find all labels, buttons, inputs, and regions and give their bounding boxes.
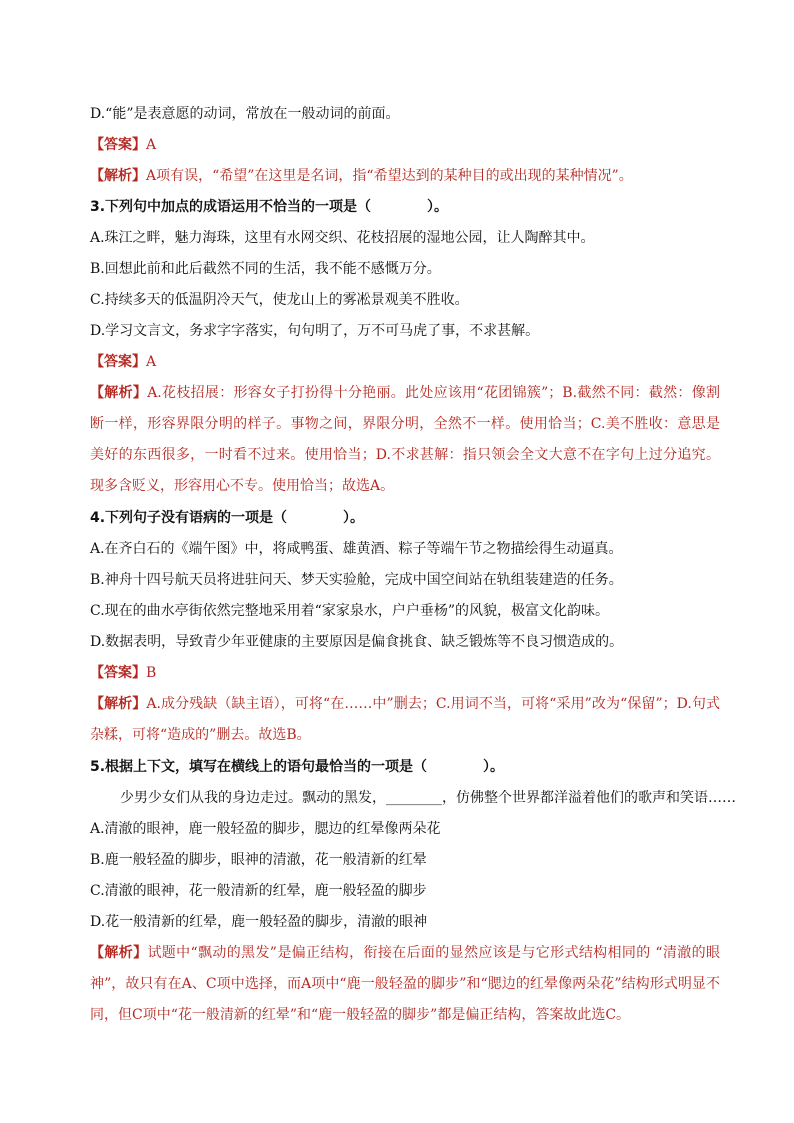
analysis-text: 试题中“飘动的黑发”是偏正结构，衔接在后面的显然应该是与它形式结构相同的 “清澈的眼神”，故只有在A、C项中选择，而A项中“鹿一般轻盈的脚步”和“腮边的红晕像两朵花”结构形式明显不同，但C项中“花一般清新的红晕”和“鹿一般轻盈的脚步”都是偏正结构，答案故此选C。 — [90, 945, 721, 1023]
answer-tag: 【答案】 — [90, 137, 146, 153]
q3-option-c: C.持续多天的低温阴冷天气，使龙山上的雾凇景观美不胜收。 — [90, 292, 469, 308]
q3-stem: 3.下列句中加点的成语运用不恰当的一项是（ ）。 — [90, 199, 449, 215]
answer-value: A — [146, 137, 157, 153]
analysis-text: A.成分残缺（缺主语），可将“在……中”删去；C.用词不当，可将“采用”改为“保留”；D.句式杂糅，可将“造成的”删去。故选B。 — [90, 696, 721, 743]
q5-option-c: C.清澈的眼神，花一般清新的红晕，鹿一般轻盈的脚步 — [90, 883, 427, 899]
q3-answer — [90, 352, 720, 372]
q4-stem: 4.下列句子没有语病的一项是（ ）。 — [90, 510, 365, 526]
analysis-text: A.花枝招展：形容女子打扮得十分艳丽。此处应该用“花团锦簇”；B.截然不同：截然：像割断一样，形容界限分明的样子。事物之间，界限分明，全然不一样。使用恰当；C.美不胜收：意思是美好的东西很多，一时看不过来。使用恰当；D.不求甚解：指只领会全文大意不在字句上过分追究。现多含贬义，形容用心不专。使用恰当；故选A。 — [90, 385, 720, 494]
q3-option-a: A.珠江之畔，魅力海珠，这里有水网交织、花枝招展的湿地公园，让人陶醉其中。 — [90, 230, 595, 246]
q2-option-d: D.“能”是表意愿的动词，常放在一般动词的前面。 — [90, 106, 400, 122]
q5-option-d: D.花一般清新的红晕，鹿一般轻盈的脚步，清澈的眼神 — [90, 914, 428, 930]
q4-option-c: C.现在的曲水亭街依然完整地采用着“家家泉水，户户垂杨”的风貌，极富文化韵味。 — [90, 603, 609, 619]
q5-option-a: A.清澈的眼神，鹿一般轻盈的脚步，腮边的红晕像两朵花 — [90, 821, 441, 837]
q3-option-b: B.回想此前和此后截然不同的生活，我不能不感慨万分。 — [90, 261, 441, 277]
answer-value: B — [146, 665, 157, 681]
analysis-tag: 【解析】 — [90, 168, 146, 184]
answer-tag: 【答案】 — [90, 665, 146, 681]
q4-option-b: B.神舟十四号航天员将进驻问天、梦天实验舱，完成中国空间站在轨组装建造的任务。 — [90, 572, 623, 588]
q3-option-d: D.学习文言文，务求字字落实，句句明了，万不可马虎了事，不求甚解。 — [90, 323, 540, 339]
q5-analysis — [90, 938, 720, 1031]
answer-value: A — [146, 354, 157, 370]
q2-answer — [90, 135, 720, 155]
q4-answer — [90, 663, 720, 683]
q5-passage: 少男少女们从我的身边走过。飘动的黑发，________，仿佛整个世界都洋溢着他们的歌声和笑语…… — [120, 790, 736, 806]
q5-option-b: B.鹿一般轻盈的脚步，眼神的清澈，花一般清新的红晕 — [90, 852, 427, 868]
q4-analysis — [90, 689, 720, 751]
q4-option-d: D.数据表明，导致青少年亚健康的主要原因是偏食挑食、缺乏锻炼等不良习惯造成的。 — [90, 634, 624, 650]
q3-analysis — [90, 378, 720, 502]
answer-tag: 【答案】 — [90, 354, 146, 370]
analysis-text: A项有误，“希望”在这里是名词，指“希望达到的某种目的或出现的某种情况”。 — [146, 168, 633, 184]
analysis-tag: 【解析】 — [90, 945, 148, 961]
q2-analysis — [90, 166, 720, 186]
q5-stem: 5.根据上下文，填写在横线上的语句最恰当的一项是（ ）。 — [90, 759, 505, 775]
analysis-tag: 【解析】 — [90, 385, 148, 401]
analysis-tag: 【解析】 — [90, 696, 147, 712]
q4-option-a: A.在齐白石的《端午图》中，将咸鸭蛋、雄黄酒、粽子等端午节之物描绘得生动逼真。 — [90, 541, 623, 557]
